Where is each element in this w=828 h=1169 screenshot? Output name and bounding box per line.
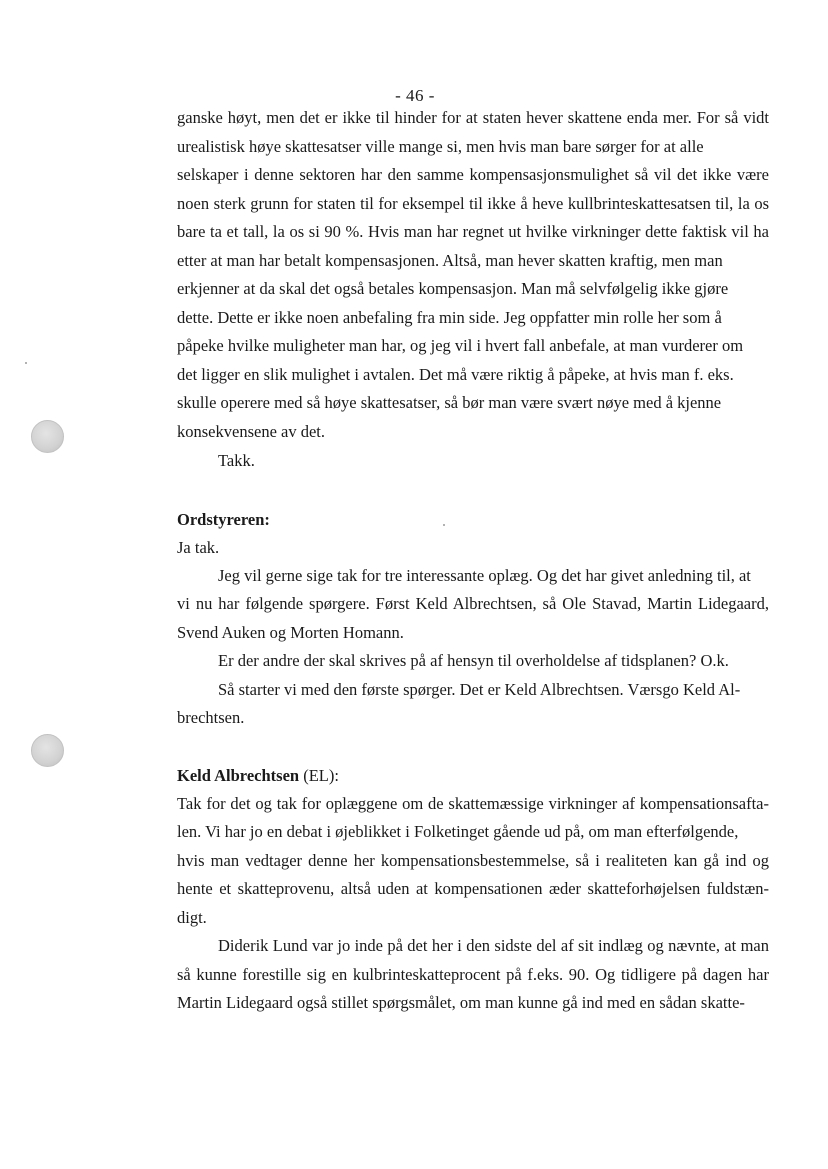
- text-line: selskaper i denne sektoren har den samme kompensasjonsmulighet så vil det ikke være: [177, 165, 769, 184]
- text-line: Jeg vil gerne sige tak for tre interessante oplæg. Og det har givet anledning til, at: [218, 566, 751, 585]
- text-line: påpeke hvilke muligheter man har, og jeg vil i hvert fall anbefale, at man vurderer om: [177, 336, 744, 355]
- text-line: Så starter vi med den første spørger. Det er Keld Albrechtsen. Værsgo Keld Al-: [218, 680, 741, 699]
- text-line: Martin Lidegaard også stillet spørgsmålet, om man kunne gå ind med en sådan skatte-: [177, 993, 745, 1012]
- text-line: Ja tak.: [177, 538, 220, 557]
- text-line: hente et skatteprovenu, altså uden at kompensationen æder skatteforhøjelsen fuldstæn-: [177, 879, 769, 898]
- text-line: Er der andre der skal skrives på af hensyn til overholdelse af tidsplanen? O.k.: [218, 651, 729, 670]
- text-line: Tak for det og tak for oplæggene om de skattemæssige virkninger af kompensationsafta-: [177, 794, 769, 813]
- page-number: - 46 -: [395, 86, 435, 105]
- text-line: vi nu har følgende spørgere. Først Keld Albrechtsen, så Ole Stavad, Martin Lidegaard,: [177, 594, 769, 613]
- text-line: erkjenner at da skal det også betales kompensasjon. Man må selvfølgelig ikke gjøre: [177, 279, 729, 298]
- text-line: len. Vi har jo en debat i øjeblikket i Folketinget gående ud på, om man efterfølgende,: [177, 822, 739, 841]
- text-line: digt.: [177, 908, 207, 927]
- text-line: ganske høyt, men det er ikke til hinder for at staten hever skattene enda mer. For så vidt: [177, 108, 769, 127]
- text-line: konsekvensene av det.: [177, 422, 325, 441]
- text-line: det ligger en slik mulighet i avtalen. Det må være riktig å påpeke, at hvis man f. eks.: [177, 365, 734, 384]
- scan-speck: [25, 362, 27, 364]
- text-line: hvis man vedtager denne her kompensationsbestemmelse, så i realiteten kan gå ind og: [177, 851, 769, 870]
- speaker-party: (EL):: [299, 766, 339, 785]
- speaker-heading: Ordstyreren:: [177, 510, 270, 529]
- text-line: Diderik Lund var jo inde på det her i den sidste del af sit indlæg og nævnte, at man: [218, 936, 769, 955]
- text-line: brechtsen.: [177, 708, 245, 727]
- speaker-name: Keld Albrechtsen: [177, 766, 300, 785]
- text-line: dette. Dette er ikke noen anbefaling fra min side. Jeg oppfatter min rolle her som å: [177, 308, 722, 327]
- text-line: så kunne forestille sig en kulbrinteskatteprocent på f.eks. 90. Og tidligere på dagen har: [177, 965, 769, 984]
- speaker-heading: [177, 766, 777, 786]
- text-line: bare ta et tall, la os si 90 %. Hvis man har regnet ut hvilke virkninger dette faktisk vil ha: [177, 222, 769, 241]
- text-line: urealistisk høye skattesatser ville mange si, men hvis man bare sørger for at alle: [177, 137, 704, 156]
- punch-hole-top: [31, 420, 64, 453]
- closing-line: Takk.: [218, 451, 255, 470]
- punch-hole-bottom: [31, 734, 64, 767]
- text-line: Svend Auken og Morten Homann.: [177, 623, 404, 642]
- text-line: etter at man har betalt kompensasjonen. Altså, man hever skatten kraftig, men man: [177, 251, 723, 270]
- text-line: skulle operere med så høye skattesatser, så bør man være svært nøye med å kjenne: [177, 393, 722, 412]
- text-line: noen sterk grunn for staten til for eksempel til ikke å heve kullbrinteskattesatsen til, la os: [177, 194, 769, 213]
